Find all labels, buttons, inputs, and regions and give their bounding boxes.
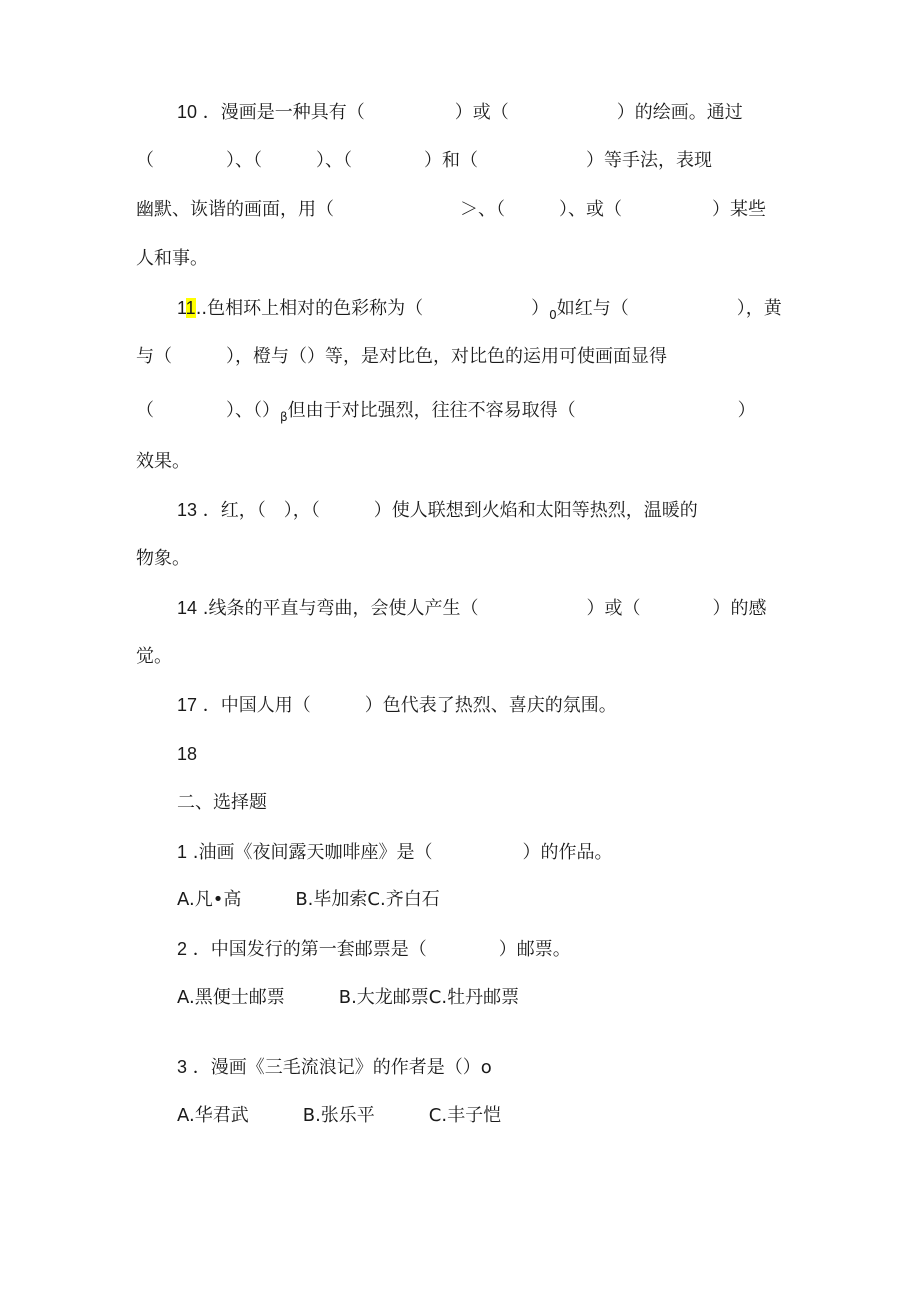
choice-1-number: 1: [177, 842, 188, 862]
q17-number: 17: [177, 695, 198, 715]
q13-line-2: 物象。: [136, 548, 190, 569]
q11-text-3b: 但由于对比强烈，往往不容易取得（ ）: [287, 400, 756, 421]
q11-number-a: 1: [177, 298, 187, 318]
q11-text-1-tail: 如红与（ ），黄: [556, 298, 782, 319]
q11-subscript-2: β: [280, 410, 288, 424]
choice-3-text: ．漫画《三毛流浪记》的作者是（）o: [187, 1057, 492, 1078]
q10-line-3: 幽默、诙谐的画面，用（ ＞、（ ）、或（ ）某些: [136, 199, 766, 220]
q11-number-highlight: 1: [186, 298, 196, 318]
q10-number: 10: [177, 102, 198, 122]
q11-text-1: ..色相环上相对的色彩称为（ ）: [195, 298, 550, 319]
q10-text-1: ．漫画是一种具有（ ）或（ ）的绘画。通过: [197, 102, 743, 123]
choice-3-options: A.华君武 B.张乐平 C.丰子恺: [177, 1105, 502, 1126]
q11-line-1: [177, 296, 782, 327]
choice-2-options: A.黑便士邮票 B.大龙邮票C.牡丹邮票: [177, 987, 520, 1008]
q11-line-3: [136, 399, 756, 429]
q14-line-1: [177, 596, 766, 621]
q14-text-1: .线条的平直与弯曲，会使人产生（ ）或（ ）的感: [197, 598, 767, 619]
q11-line-2: 与（ ），橙与（）等，是对比色，对比色的运用可使画面显得: [136, 346, 667, 367]
choice-1-options: A.凡•高 B.毕加索C.齐白石: [177, 889, 440, 910]
q13-text-1: ．红，（ ），（ ）使人联想到火焰和太阳等热烈，温暖的: [197, 500, 698, 521]
choice-3-number: 3: [177, 1057, 188, 1077]
q14-number: 14: [177, 598, 198, 618]
q10-line-4: 人和事。: [136, 248, 208, 269]
q11-subscript-1: 0: [549, 308, 557, 322]
q11-line-4: 效果。: [136, 451, 190, 472]
q17-text-1: ．中国人用（ ）色代表了热烈、喜庆的氛围。: [197, 695, 617, 716]
choice-1-text: .油画《夜间露天咖啡座》是（ ）的作品。: [187, 842, 613, 863]
choice-2-stem: [177, 937, 571, 962]
q18-number: 18: [177, 744, 198, 764]
q10-line-1: [177, 100, 743, 125]
q17-line-1: [177, 693, 617, 718]
choice-2-text: ．中国发行的第一套邮票是（ ）邮票。: [187, 939, 571, 960]
section-heading: 二、选择题: [177, 792, 267, 813]
choice-2-number: 2: [177, 939, 188, 959]
choice-1-stem: [177, 840, 612, 865]
q13-number: 13: [177, 500, 198, 520]
q13-line-1: [177, 498, 698, 523]
choice-3-stem: [177, 1055, 492, 1080]
q14-line-2: 觉。: [136, 646, 172, 667]
q11-text-3a: （ ）、（）: [136, 400, 280, 421]
q10-line-2: （ ）、（ ）、（ ）和（ ）等手法，表现: [136, 150, 712, 171]
